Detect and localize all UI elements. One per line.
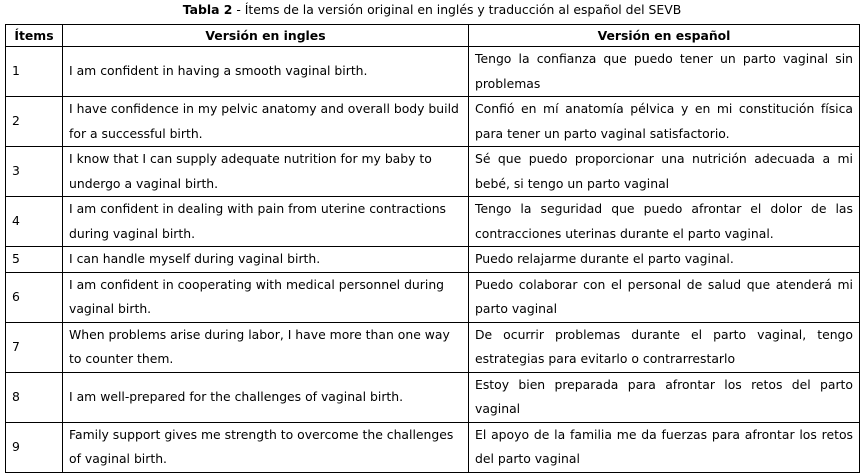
item-english: Family support gives me strength to overcome the challenges of vaginal birth. (63, 422, 469, 472)
table-row (6, 197, 860, 247)
item-number: 7 (6, 322, 63, 372)
item-english: I am confident in dealing with pain from uterine contractions during vaginal birth. (63, 197, 469, 247)
table-caption (0, 1, 864, 18)
sevb-items-table (5, 24, 860, 473)
table-row (6, 97, 860, 147)
item-spanish: Sé que puedo proporcionar una nutrición adecuada a mi bebé, si tengo un parto vaginal (469, 147, 860, 197)
item-number: 1 (6, 47, 63, 97)
caption-text: Ítems de la versión original en inglés y traducción al español del SEVB (244, 2, 682, 17)
table-header-row (6, 25, 860, 47)
table-row (6, 147, 860, 197)
item-spanish: Tengo la seguridad que puedo afrontar el dolor de las contracciones uterinas durante el parto vaginal. (469, 197, 860, 247)
item-english: I know that I can supply adequate nutrition for my baby to undergo a vaginal birth. (63, 147, 469, 197)
item-english: I am well-prepared for the challenges of vaginal birth. (63, 372, 469, 422)
item-number: 2 (6, 97, 63, 147)
item-english: When problems arise during labor, I have more than one way to counter them. (63, 322, 469, 372)
item-spanish: Estoy bien preparada para afrontar los retos del parto vaginal (469, 372, 860, 422)
item-spanish: Puedo colaborar con el personal de salud que atenderá mi parto vaginal (469, 272, 860, 322)
item-number: 4 (6, 197, 63, 247)
table-row (6, 47, 860, 97)
item-spanish: Confió en mí anatomía pélvica y en mi constitución física para tener un parto vaginal satisfactorio. (469, 97, 860, 147)
table-row (6, 272, 860, 322)
item-spanish: De ocurrir problemas durante el parto vaginal, tengo estrategias para evitarlo o contrarrestarlo (469, 322, 860, 372)
caption-label: Tabla 2 (182, 2, 233, 17)
item-number: 8 (6, 372, 63, 422)
table-row (6, 372, 860, 422)
caption-separator: - (232, 2, 245, 17)
item-spanish: El apoyo de la familia me da fuerzas para afrontar los retos del parto vaginal (469, 422, 860, 472)
item-number: 6 (6, 272, 63, 322)
item-number: 5 (6, 247, 63, 273)
header-spanish-version: Versión en español (469, 25, 860, 47)
item-english: I am confident in having a smooth vaginal birth. (63, 47, 469, 97)
item-number: 3 (6, 147, 63, 197)
table-row (6, 322, 860, 372)
item-english: I can handle myself during vaginal birth. (63, 247, 469, 273)
table-row (6, 247, 860, 273)
item-spanish: Puedo relajarme durante el parto vaginal. (469, 247, 860, 273)
header-items: Ítems (6, 25, 63, 47)
header-english-version: Versión en ingles (63, 25, 469, 47)
table-row (6, 422, 860, 472)
item-number: 9 (6, 422, 63, 472)
item-english: I have confidence in my pelvic anatomy and overall body build for a successful birth. (63, 97, 469, 147)
item-spanish: Tengo la confianza que puedo tener un parto vaginal sin problemas (469, 47, 860, 97)
item-english: I am confident in cooperating with medical personnel during vaginal birth. (63, 272, 469, 322)
